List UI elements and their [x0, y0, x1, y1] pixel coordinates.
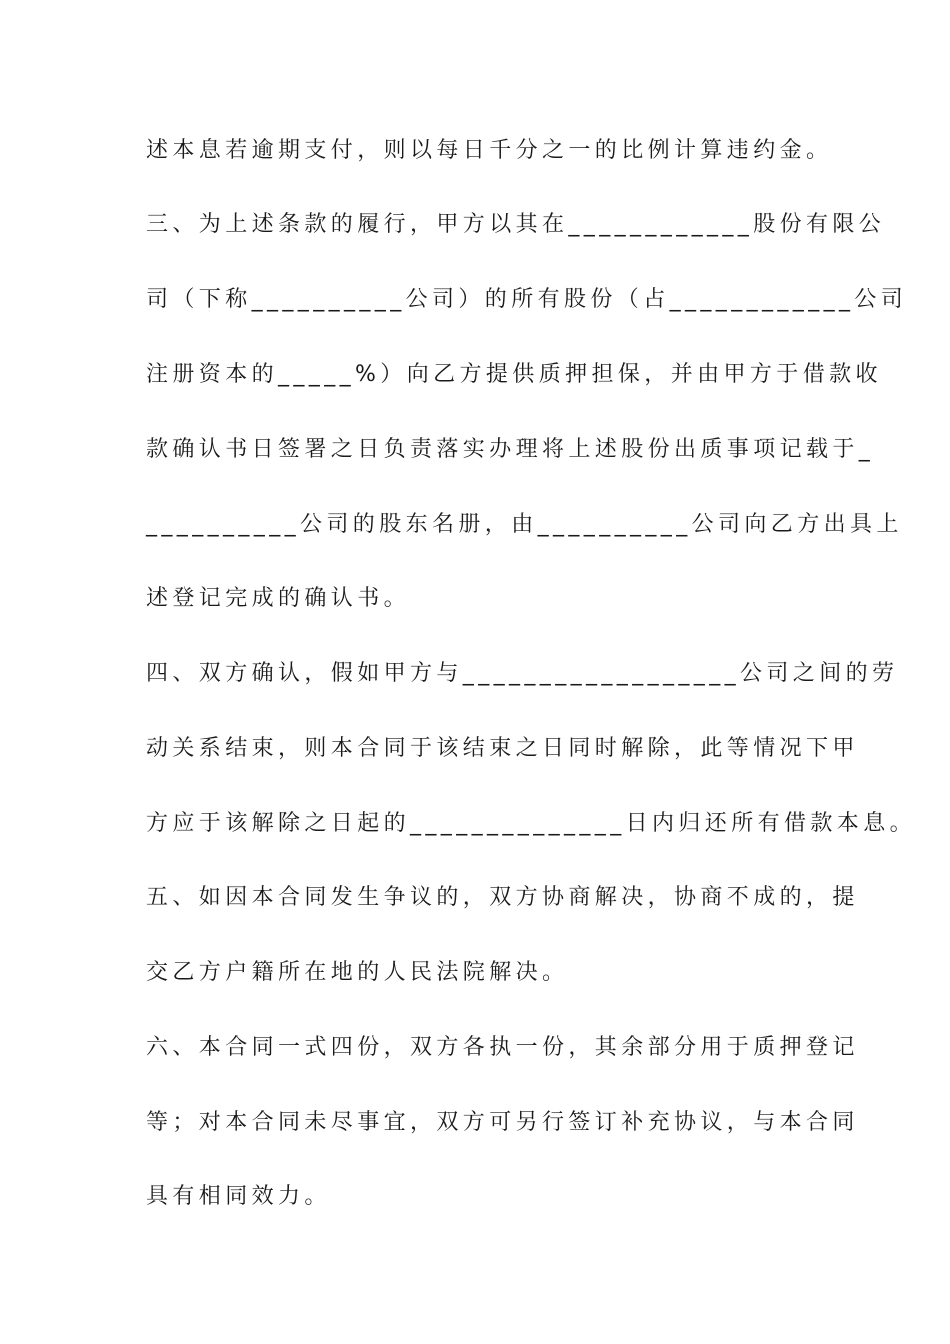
text-line: 述登记完成的确认书。: [146, 586, 411, 611]
text-line: 动关系结束，则本合同于该结束之日同时解除，此等情况下甲: [146, 736, 859, 761]
text-line: 司（下称__________公司）的所有股份（占____________公司: [146, 287, 908, 312]
text-line: 六、本合同一式四份，双方各执一份，其余部分用于质押登记: [146, 1035, 859, 1060]
text-line: __________公司的股东名册，由__________公司向乙方出具上: [146, 512, 903, 537]
text-line: 三、为上述条款的履行，甲方以其在____________股份有限公: [146, 212, 886, 237]
text-line: 方应于该解除之日起的______________日内归还所有借款本息。: [146, 811, 917, 836]
text-line: 述本息若逾期支付，则以每日千分之一的比例计算违约金。: [146, 138, 833, 163]
text-line: 等；对本合同未尽事宜，双方可另行签订补充协议，与本合同: [146, 1110, 859, 1135]
text-line: 交乙方户籍所在地的人民法院解决。: [146, 960, 569, 985]
text-line: 款确认书日签署之日负责落实办理将上述股份出质事项记载于_: [146, 437, 875, 462]
text-line: 五、如因本合同发生争议的，双方协商解决，协商不成的，提: [146, 885, 859, 910]
text-line: 四、双方确认，假如甲方与__________________公司之间的劳: [146, 661, 899, 686]
text-line: 具有相同效力。: [146, 1184, 331, 1209]
text-line: 注册资本的_____%）向乙方提供质押担保，并由甲方于借款收: [146, 362, 882, 387]
